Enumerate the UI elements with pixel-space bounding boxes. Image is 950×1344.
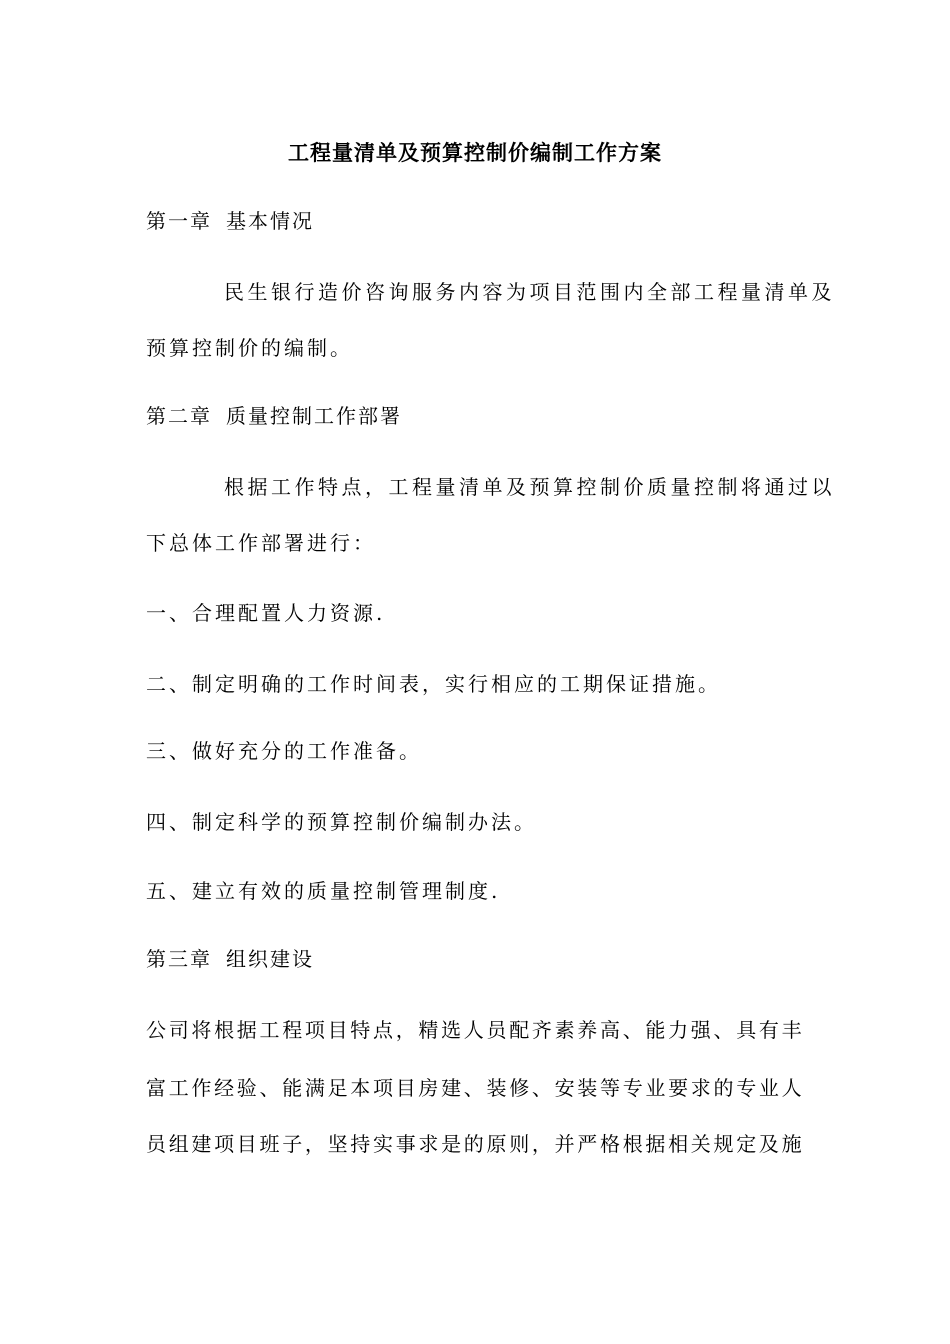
chapter-3-heading bbox=[146, 944, 314, 974]
list-item: 三、做好充分的工作准备。 bbox=[146, 739, 422, 763]
chapter-1-paragraph-line-1: 民生银行造价咨询服务内容为项目范围内全部工程量清单及 bbox=[224, 280, 835, 304]
chapter-2-name: 质量控制工作部署 bbox=[226, 404, 402, 428]
list-item: 一、合理配置人力资源. bbox=[146, 601, 386, 625]
chapter-3-name: 组织建设 bbox=[226, 947, 314, 971]
document-title: 工程量清单及预算控制价编制工作方案 bbox=[288, 140, 662, 165]
list-item: 二、制定明确的工作时间表，实行相应的工期保证措施。 bbox=[146, 672, 721, 696]
chapter-2-paragraph-line-1: 根据工作特点，工程量清单及预算控制价质量控制将通过以 bbox=[224, 475, 835, 499]
list-item: 五、建立有效的质量控制管理制度. bbox=[146, 879, 501, 903]
chapter-3-paragraph-line-2: 富工作经验、能满足本项目房建、装修、安装等专业要求的专业人 bbox=[146, 1076, 805, 1100]
list-item: 四、制定科学的预算控制价编制办法。 bbox=[146, 810, 537, 834]
chapter-1-number: 第一章 bbox=[146, 209, 212, 233]
chapter-1-paragraph-line-2: 预算控制价的编制。 bbox=[146, 336, 353, 360]
chapter-1-name: 基本情况 bbox=[226, 209, 314, 233]
chapter-2-paragraph-line-2: 下总体工作部署进行： bbox=[146, 531, 376, 555]
chapter-1-heading bbox=[146, 206, 314, 236]
chapter-2-number: 第二章 bbox=[146, 404, 212, 428]
chapter-3-number: 第三章 bbox=[146, 947, 212, 971]
chapter-3-paragraph-line-3: 员组建项目班子，坚持实事求是的原则，并严格根据相关规定及施 bbox=[146, 1132, 805, 1156]
chapter-3-paragraph-line-1: 公司将根据工程项目特点，精选人员配齐素养高、能力强、具有丰 bbox=[146, 1018, 805, 1042]
chapter-2-heading bbox=[146, 401, 402, 431]
